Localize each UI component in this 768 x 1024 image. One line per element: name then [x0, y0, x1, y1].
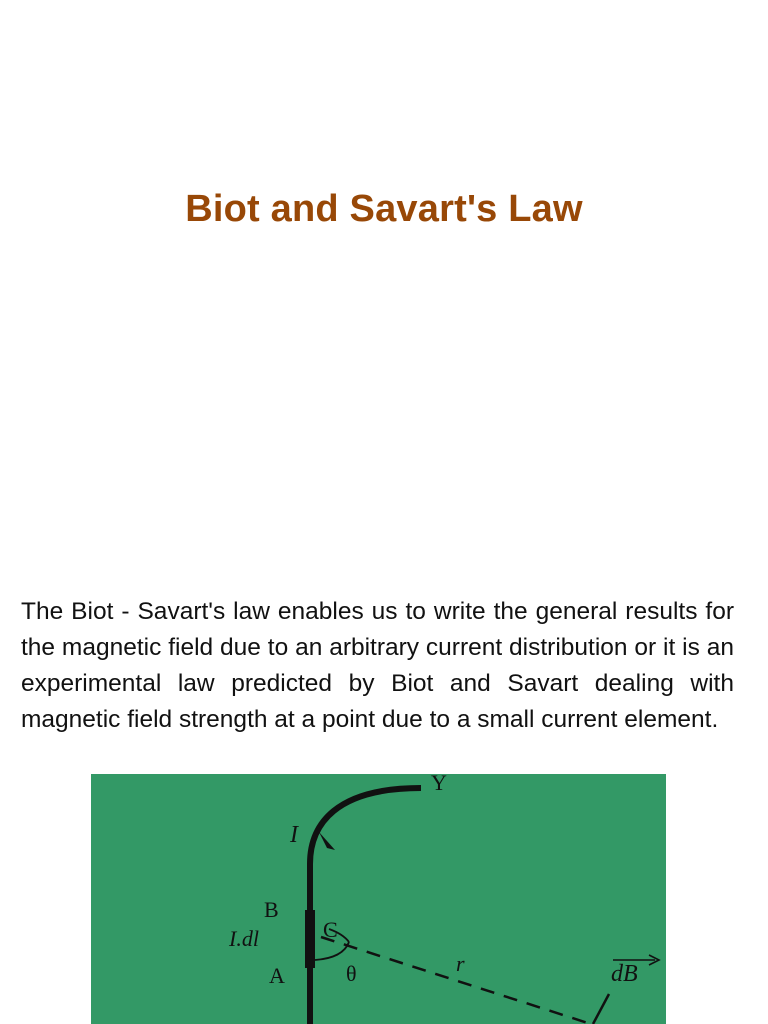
- label-theta: θ: [346, 961, 357, 986]
- db-vector-line: [593, 994, 609, 1024]
- diagram-svg: [91, 774, 666, 1024]
- label-r: r: [456, 951, 465, 976]
- biot-savart-diagram: [91, 774, 666, 1024]
- current-element-segment: [305, 910, 315, 968]
- current-arrow-icon: [319, 832, 335, 850]
- label-y: Y: [431, 774, 447, 795]
- label-b: B: [264, 897, 279, 922]
- label-a: A: [269, 963, 285, 988]
- slide-title: Biot and Savart's Law: [185, 188, 583, 230]
- label-current: I: [290, 822, 298, 848]
- label-c: C: [323, 917, 338, 942]
- current-wire: [310, 788, 421, 1024]
- label-current-element: I.dl: [229, 926, 259, 951]
- label-db: dB: [611, 961, 638, 987]
- body-paragraph: The Biot - Savart's law enables us to write the general results for the magnetic field due to an arbitrary current distribution or it is an experimental law predicted by Biot and Savart dealing with magnetic field strength at a point due to a small current element.: [21, 598, 734, 733]
